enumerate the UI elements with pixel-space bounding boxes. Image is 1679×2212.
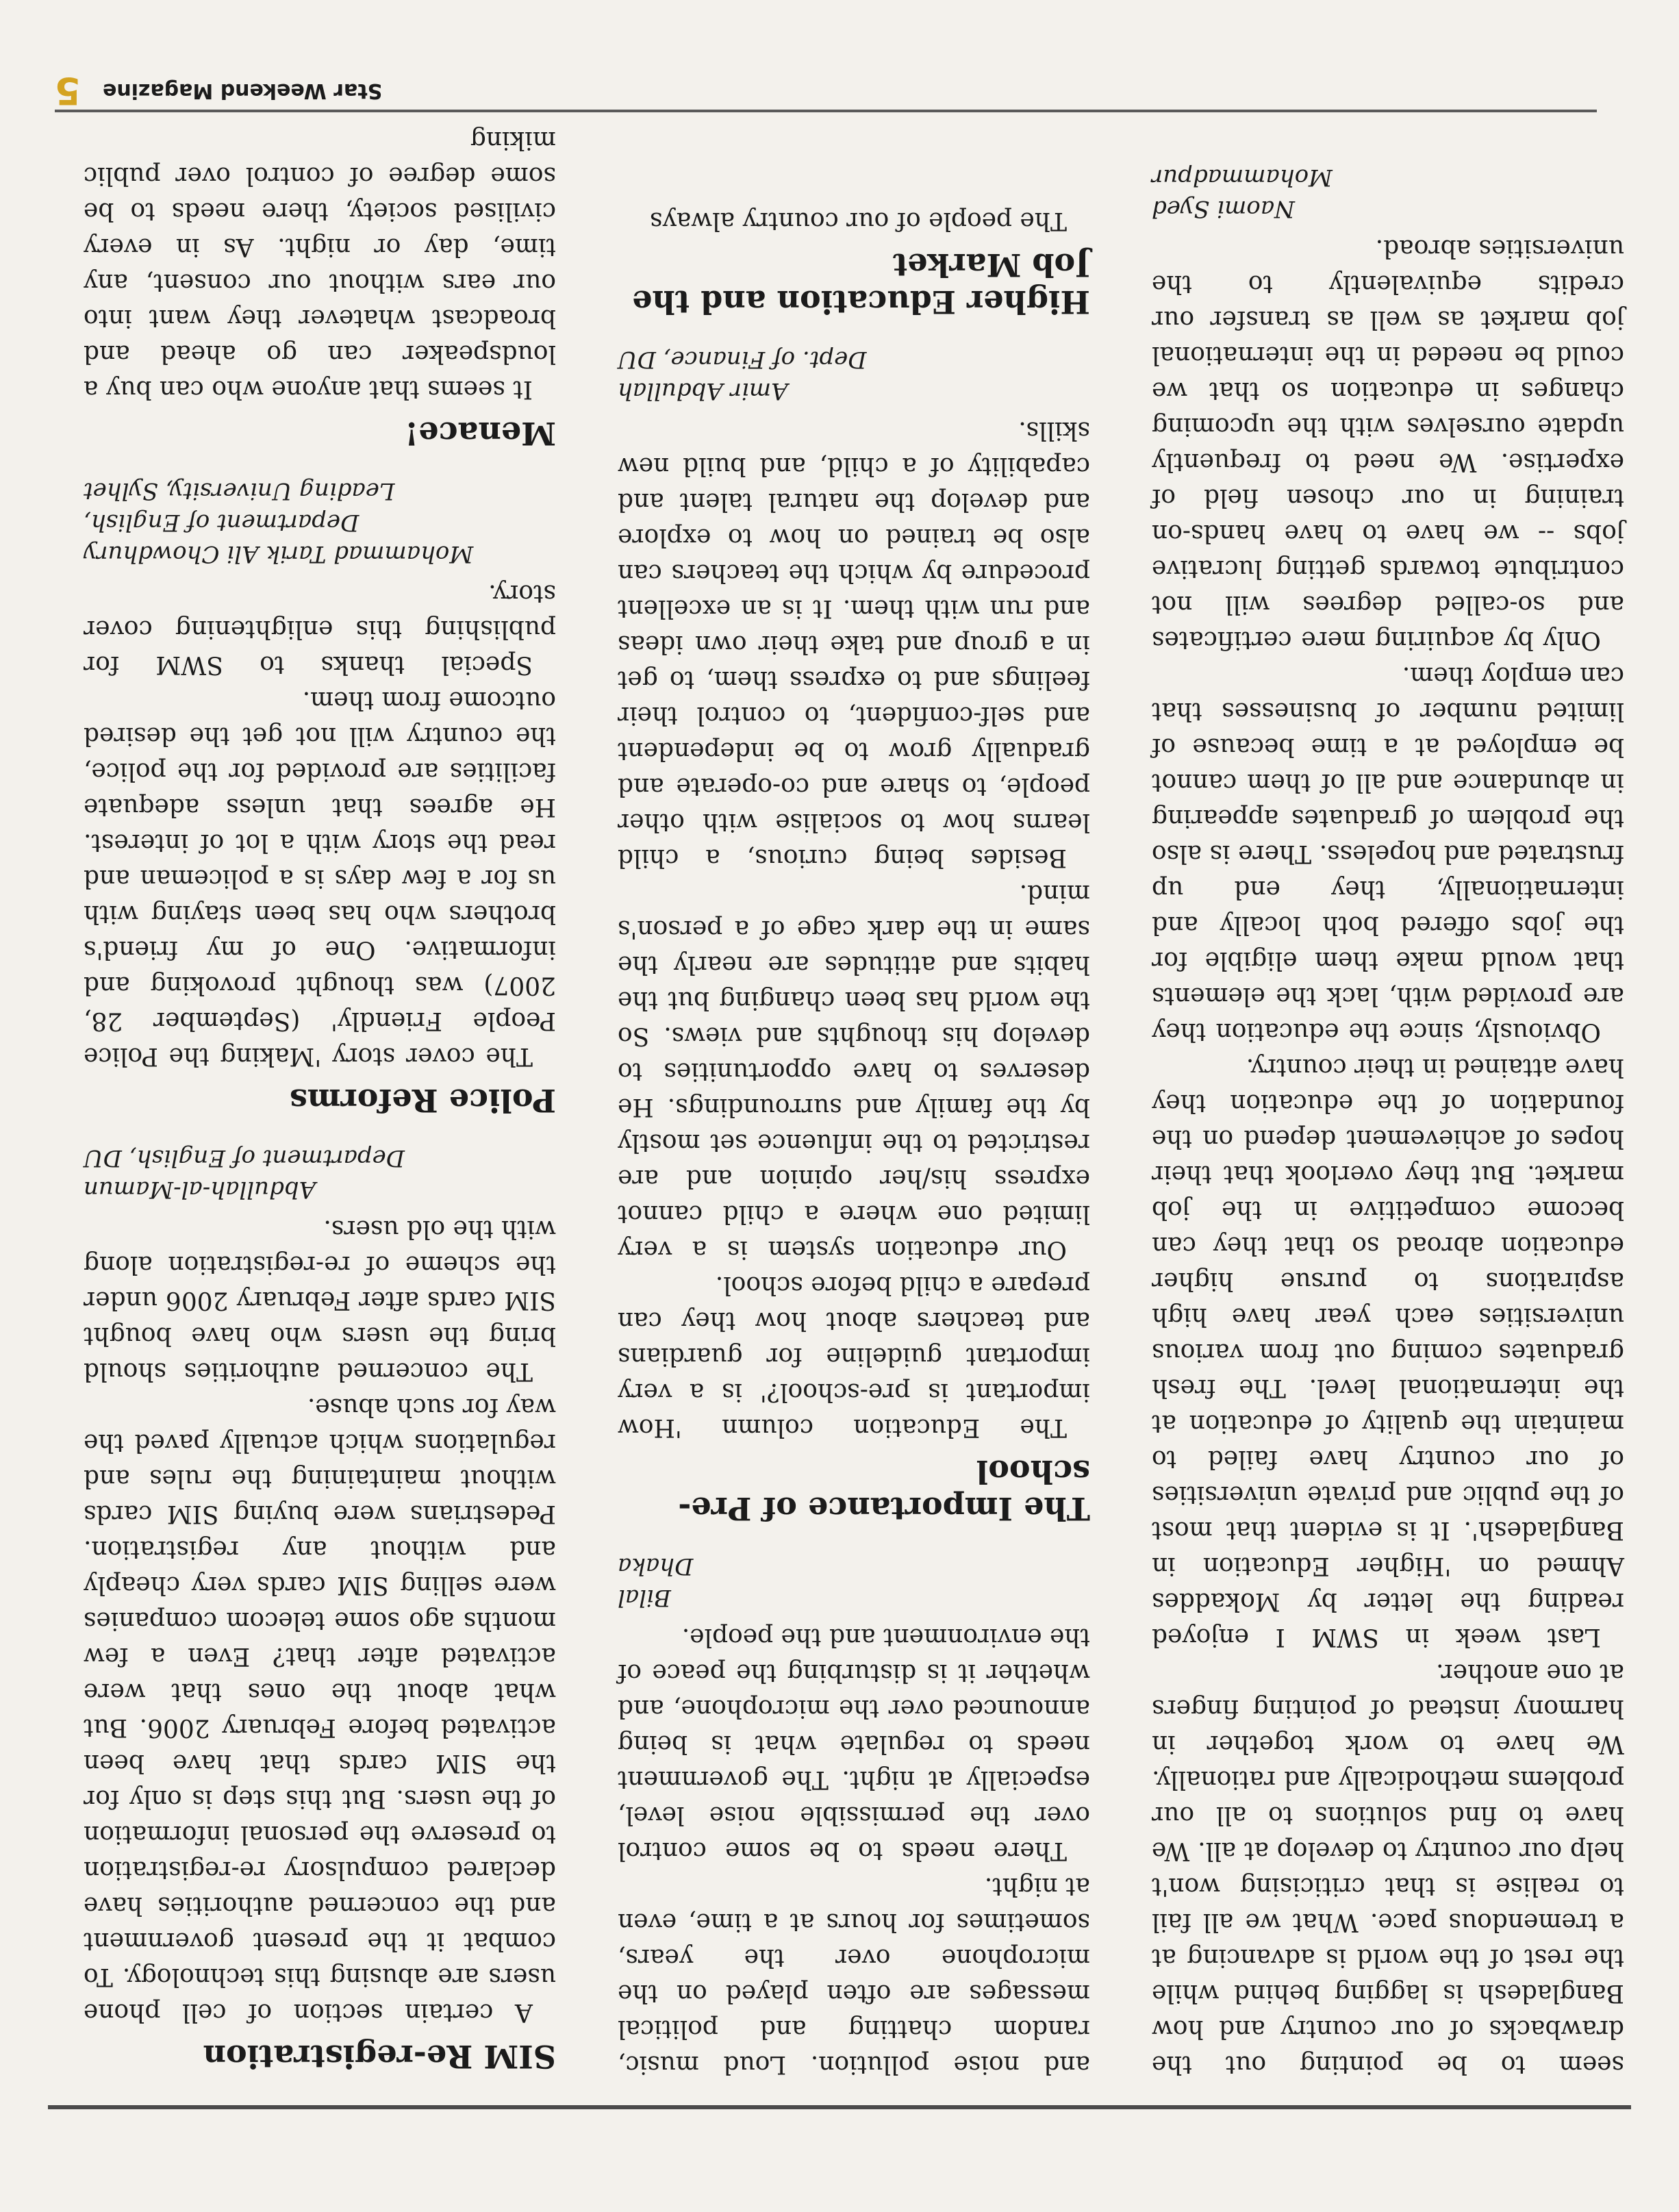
magazine-name: Star Weekend Magazine (103, 79, 383, 103)
letter-signature (84, 1142, 556, 1205)
signature-place: Mohammadpur (1152, 164, 1333, 191)
signature-place: Dhaka (618, 1553, 694, 1580)
column-middle (618, 144, 1090, 2082)
signature-name: Amir Abdullah (618, 377, 788, 405)
body-paragraph: The Education column 'How important is pre-school?' is a very important guideline for guardians and teachers about how they can prepare a child before school. (618, 1271, 1090, 1442)
page-number: 5 (55, 69, 81, 112)
top-rule (48, 2105, 1631, 2109)
body-paragraph: Last week in SWM I enjoyed reading the letter by Mokaddes Ahmed on 'Higher Education in Bangladesh'. It is evident that most of the public and private universities of our country have failed to maintain the quality of education at the international level. The fresh graduates coming out from various universities each year have high aspirations to pursue higher education abroad so that they can become competitive in the job market. But they overlook that their hopes of achievement depend on the foundation of the education they have attained in their country. (1152, 1053, 1624, 1651)
letter-heading: Higher Education and the Job Market (632, 247, 1090, 321)
signature-name: Abdullah-al-Mamun (84, 1176, 316, 1203)
letter-heading: The Importance of Pre-school (678, 1453, 1090, 1527)
body-paragraph: The cover story 'Making the Police People Friendly' (September 28, 2007) was thought provoking and informative. One of my friend's brothers who has been staying with us for a few days is a policeman and read the story with a lot of interest. He agrees that unless adequate facilities are provided for the police, the country will not get the desired outcome from them. (84, 686, 556, 1070)
column-right (84, 126, 556, 2082)
letter-heading: Menace! (405, 415, 556, 452)
signature-name: Mohammad Tarik Ali Chowdhury (84, 540, 474, 568)
column-left (1152, 144, 1624, 2082)
body-paragraph: The concerned authorities should bring the users who have bought SIM cards after February 2006 under the scheme of re-registration along with the old users. (84, 1215, 556, 1385)
body-paragraph: The people of our country always (650, 207, 1067, 235)
letter-signature (1152, 162, 1624, 225)
letter-signature (84, 475, 556, 570)
signature-dept: Department of English, DU (84, 1144, 405, 1172)
signature-name: Naomi Syed (1152, 195, 1295, 223)
page-footer (55, 69, 1597, 112)
letter-signature (618, 1550, 1090, 1613)
body-paragraph: There needs to be some control over the permissible noise level, especially at night. The government needs to regulate what is being announced over the microphone, and whether it is disturbing the peace of the environment and the people. (618, 1623, 1090, 1865)
body-paragraph: seem to be pointing out the drawbacks of our country and how Bangladesh is lagging behind while the rest of the world is advancing at a tremendous pace. What we all fail to realise is that criticising won't help our country to develop at all. We have to find solutions to all our problems methodically and rationally. We have to work together in harmony instead of pointing fingers at one another. (1152, 1659, 1624, 2078)
body-paragraph: Our education system is a very limited one where a child cannot express his/her opinion and are restricted to the influence set mostly by the family and surroundings. He deserves to have opportunities to develop his thoughts and views. So the world has been changing but the habits and attitudes are nearly the same in the dark cage of a person's mind. (618, 879, 1090, 1264)
body-paragraph: Special thanks to SWM for publishing this enlightening cover story. (84, 579, 556, 679)
signature-dept: Dept. of Finance, DU (618, 346, 867, 373)
letter-heading: SIM Re-registration (203, 2038, 556, 2075)
body-paragraph: Only by acquiring mere certificates and so-called degrees will not contribute towards getting lucrative jobs -- we have to have hands-on training in our chosen field of expertise. We need to frequently update ourselves with the upcoming changes in education so that we could be needed in the international job market as well as transfer our credits equivalently to the universities abroad. (1152, 234, 1624, 654)
letter-heading: Police Reforms (289, 1082, 556, 1119)
body-paragraph: Obviously, since the education they are provided with, lack the elements that would make them eligible for the jobs offered both locally and internationally, they end up frustrated and hopeless. There is also the problem of graduates appearing in abundance and all of them cannot be employed at a time because of limited number of businesses that can employ them. (1152, 662, 1624, 1046)
body-paragraph: A certain section of cell phone users are abusing this technology. To combat it the present government and the concerned authorities have declared compulsory re-registration to preserve the personal information of the users. But this step is only for the SIM cards that have been activated before February 2006. But what about the ones that were activated after that? Even a few months ago some telecom companies were selling SIM cards very cheaply and without any registration. Pedestrians were buying SIM cards without maintaining the rules and regulations which actually paved the way for such abuse. (84, 1393, 556, 2026)
signature-dept: Department of English, (84, 509, 359, 536)
body-paragraph: and noise pollution. Loud music, random chatting and political messages are often played on the microphone over the years, sometimes for hours at a time, even at night. (618, 1872, 1090, 2078)
signature-university: Leading University, Sylhet (84, 477, 395, 505)
signature-name: Bilal (618, 1584, 671, 1611)
letter-signature (618, 344, 1090, 407)
body-paragraph: Besides being curious, a child learns how to socialise with other people, to share and co-operate and gradually grow to be independent and self-confident, to control their feelings and to express them, to get in a group and take their own ideas and run with them. It is an excellent procedure by which the teachers can also be trained on how to explore and develop the natural talent and capability of a child, and build new skills. (618, 416, 1090, 872)
body-paragraph: It seems that anyone who can buy a loudspeaker can go ahead and broadcast whatever they want into our ears without our consent, any time, day or night. As in every civilised society, there needs to be some degree of control over public miking (84, 126, 556, 403)
